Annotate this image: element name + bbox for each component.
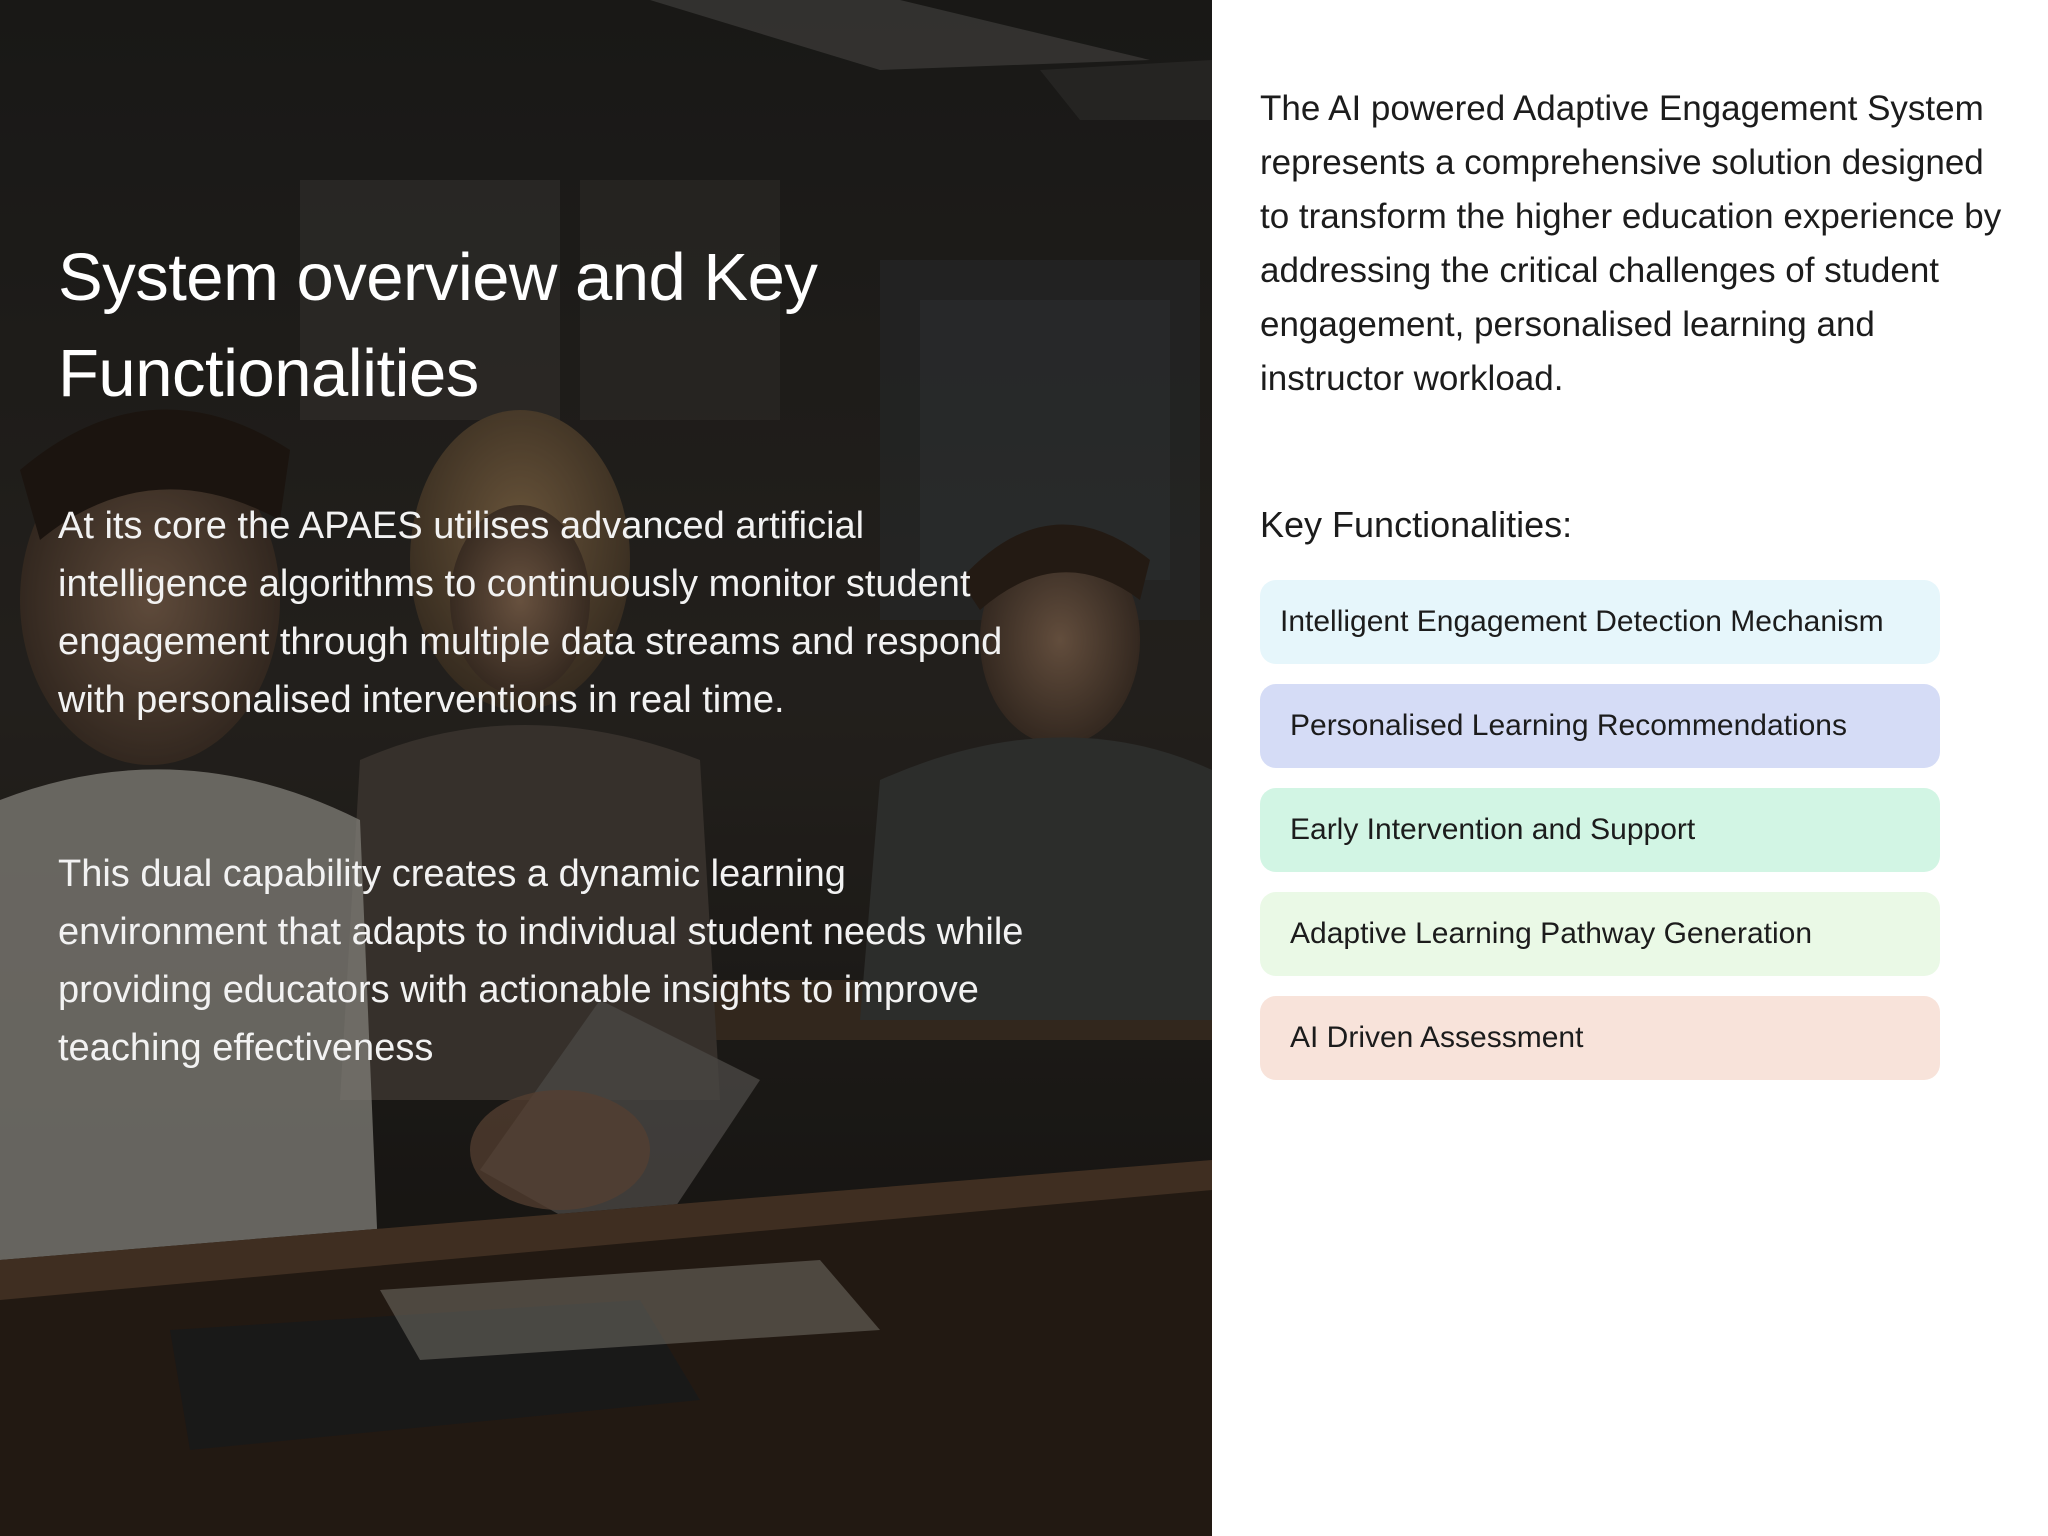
system-intro-paragraph: The AI powered Adaptive Engagement System represents a comprehensive solution designed to transform the higher education experience by addressing the critical challenges of student engagement, personalised learning and instructor workload. — [1260, 89, 2002, 398]
functionality-pill-engagement-detection — [1260, 580, 1940, 664]
functionality-label: Adaptive Learning Pathway Generation — [1290, 917, 1813, 950]
page-title: System overview and Key Functionalities — [58, 240, 818, 411]
functionality-label: Early Intervention and Support — [1290, 813, 1696, 846]
functionality-list — [1260, 580, 1940, 1100]
functionality-pill-adaptive-pathway — [1260, 892, 1940, 976]
core-description-paragraph: At its core the APAES utilises advanced artificial intelligence algorithms to continuously monitor student engagement through multiple data streams and respond with personalised interventions in real time. — [58, 505, 1003, 721]
dual-capability-paragraph: This dual capability creates a dynamic learning environment that adapts to individual student needs while providing educators with actionable insights to improve teaching effectiveness — [58, 853, 1024, 1069]
key-functionalities-heading: Key Functionalities: — [1260, 504, 1573, 545]
functionality-label: Personalised Learning Recommendations — [1290, 709, 1847, 742]
description-panel — [1212, 0, 2048, 1536]
functionality-pill-early-intervention — [1260, 788, 1940, 872]
functionality-label: AI Driven Assessment — [1290, 1021, 1584, 1054]
functionality-label: Intelligent Engagement Detection Mechanism — [1280, 605, 1884, 638]
functionality-pill-learning-recommendations — [1260, 684, 1940, 768]
functionality-pill-ai-assessment — [1260, 996, 1940, 1080]
